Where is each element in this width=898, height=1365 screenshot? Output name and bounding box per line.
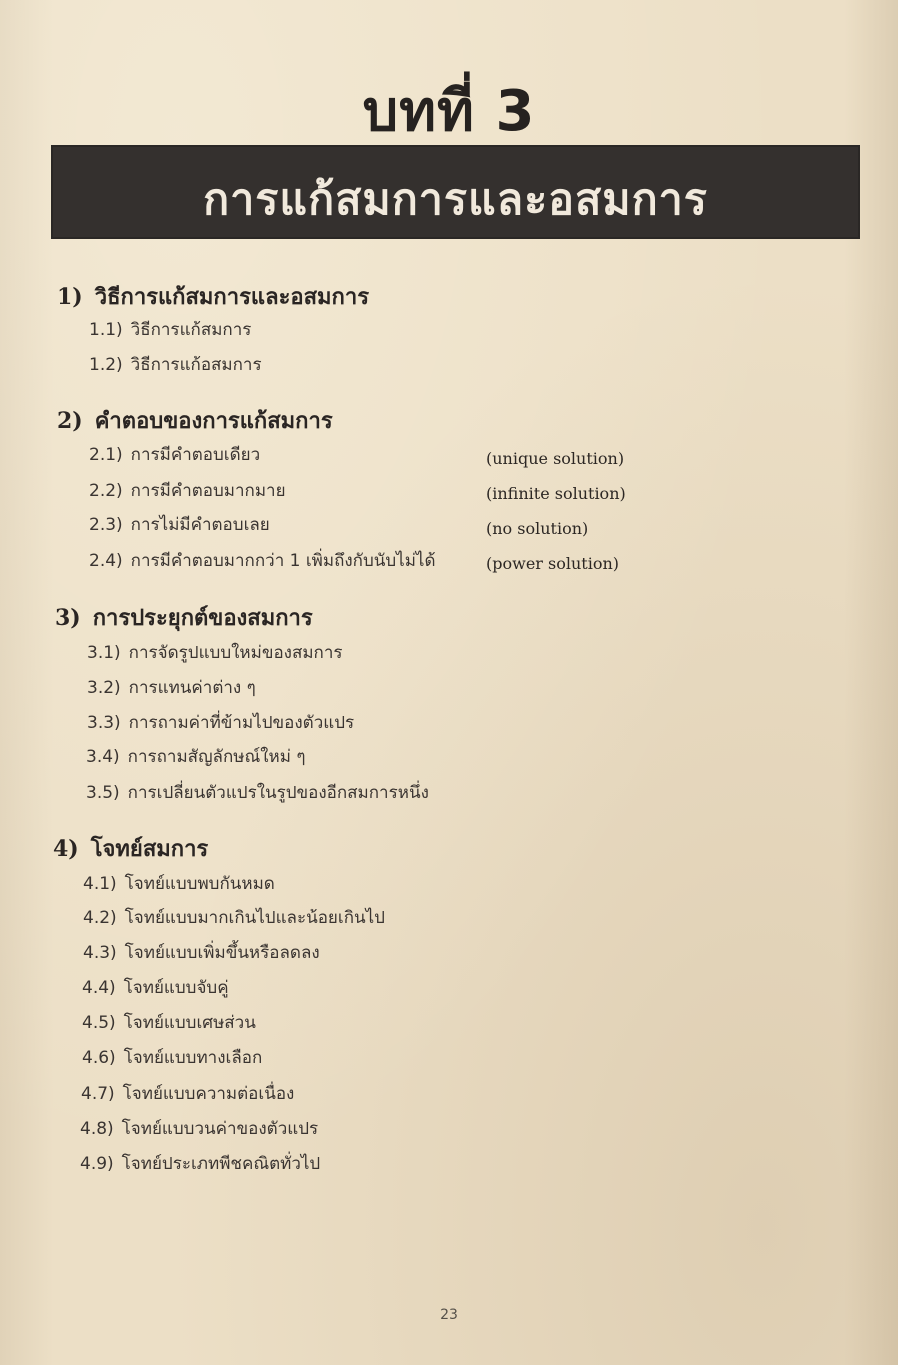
item-number: 4.6) — [82, 1048, 116, 1068]
item-text: การมีคำตอบเดียว — [130, 445, 261, 465]
list-item-4-1 — [83, 870, 275, 897]
item-text: โจทย์แบบวนค่าของตัวแปร — [121, 1119, 319, 1139]
item-number: 4.5) — [82, 1013, 116, 1033]
item-text: โจทย์แบบความต่อเนื่อง — [122, 1084, 295, 1104]
list-item-4-3 — [83, 939, 320, 966]
item-number: 2.3) — [89, 515, 123, 535]
list-item-1-2 — [89, 351, 262, 378]
item-number: 4.3) — [83, 943, 117, 963]
list-item-3-1 — [87, 639, 343, 666]
item-text: วิธีการแก้อสมการ — [130, 355, 262, 375]
item-text: โจทย์แบบจับคู่ — [123, 978, 229, 998]
item-number: 3.2) — [87, 678, 121, 698]
english-term: (no solution) — [486, 519, 589, 538]
item-text: การแทนค่าต่าง ๆ — [128, 678, 256, 698]
item-text: โจทย์แบบเศษส่วน — [123, 1013, 256, 1033]
item-text: โจทย์แบบทางเลือก — [123, 1048, 263, 1068]
list-item-4-4 — [82, 974, 229, 1001]
item-number: 3.1) — [87, 643, 121, 663]
list-item-4-6 — [82, 1044, 262, 1071]
section-heading-2 — [57, 403, 333, 438]
section-title: การประยุกต์ของสมการ — [92, 605, 313, 631]
list-item-3-3 — [87, 709, 354, 736]
chapter-title: บทที่ 3 — [362, 79, 536, 144]
item-text: วิธีการแก้สมการ — [130, 320, 252, 340]
list-item-2-1 — [89, 441, 260, 468]
item-number: 2.4) — [89, 551, 123, 571]
item-text: การถามค่าที่ข้ามไปของตัวแปร — [128, 713, 355, 733]
item-text: การมีคำตอบมากกว่า 1 เพิ่มถึงกับนับไม่ได้ — [130, 551, 436, 571]
item-number: 4.1) — [83, 874, 117, 894]
list-item-4-2 — [83, 904, 385, 931]
list-item-2-3 — [89, 511, 270, 538]
section-title: โจทย์สมการ — [90, 836, 209, 862]
english-term: (power solution) — [486, 554, 620, 573]
section-title: คำตอบของการแก้สมการ — [94, 408, 333, 434]
list-item-3-5 — [86, 779, 429, 806]
item-text: การเปลี่ยนตัวแปรในรูปของอีกสมการหนึ่ง — [127, 783, 429, 803]
item-text: การถามสัญลักษณ์ใหม่ ๆ — [127, 747, 306, 767]
item-number: 2.2) — [89, 481, 123, 501]
section-number: 1) — [57, 284, 83, 310]
section-number: 3) — [55, 605, 81, 631]
item-number: 3.4) — [86, 747, 120, 767]
item-number: 2.1) — [89, 445, 123, 465]
item-number: 4.7) — [81, 1084, 115, 1104]
list-item-4-5 — [82, 1009, 256, 1036]
chapter-banner — [51, 145, 860, 239]
section-heading-3 — [55, 600, 313, 635]
item-number: 1.2) — [89, 355, 123, 375]
item-text: โจทย์แบบพบกันหมด — [124, 874, 275, 894]
item-number: 3.3) — [87, 713, 121, 733]
item-text: โจทย์แบบเพิ่มขึ้นหรือลดลง — [124, 943, 320, 963]
list-item-3-4 — [86, 743, 305, 770]
item-number: 4.2) — [83, 908, 117, 928]
item-number: 4.8) — [80, 1119, 114, 1139]
list-item-1-1 — [89, 316, 251, 343]
item-number: 4.9) — [80, 1154, 114, 1174]
list-item-4-7 — [81, 1080, 294, 1107]
english-term: (unique solution) — [486, 449, 625, 468]
item-text: โจทย์แบบมากเกินไปและน้อยเกินไป — [124, 908, 385, 928]
item-number: 4.4) — [82, 978, 116, 998]
section-title: วิธีการแก้สมการและอสมการ — [94, 284, 370, 310]
section-heading-1 — [57, 279, 369, 314]
list-item-3-2 — [87, 674, 256, 701]
chapter-banner-title: การแก้สมการและอสมการ — [203, 175, 708, 225]
item-text: การจัดรูปแบบใหม่ของสมการ — [128, 643, 343, 663]
item-text: โจทย์ประเภทพีชคณิตทั่วไป — [121, 1154, 321, 1174]
item-text: การมีคำตอบมากมาย — [130, 481, 286, 501]
section-number: 2) — [57, 408, 83, 434]
item-number: 3.5) — [86, 783, 120, 803]
list-item-2-4 — [89, 547, 436, 574]
item-number: 1.1) — [89, 320, 123, 340]
section-heading-4 — [53, 831, 208, 866]
list-item-4-9 — [80, 1150, 320, 1177]
section-number: 4) — [53, 836, 79, 862]
item-text: การไม่มีคำตอบเลย — [130, 515, 270, 535]
list-item-2-2 — [89, 477, 286, 504]
page-number: 23 — [440, 1307, 458, 1323]
english-term: (infinite solution) — [486, 484, 626, 503]
list-item-4-8 — [80, 1115, 318, 1142]
